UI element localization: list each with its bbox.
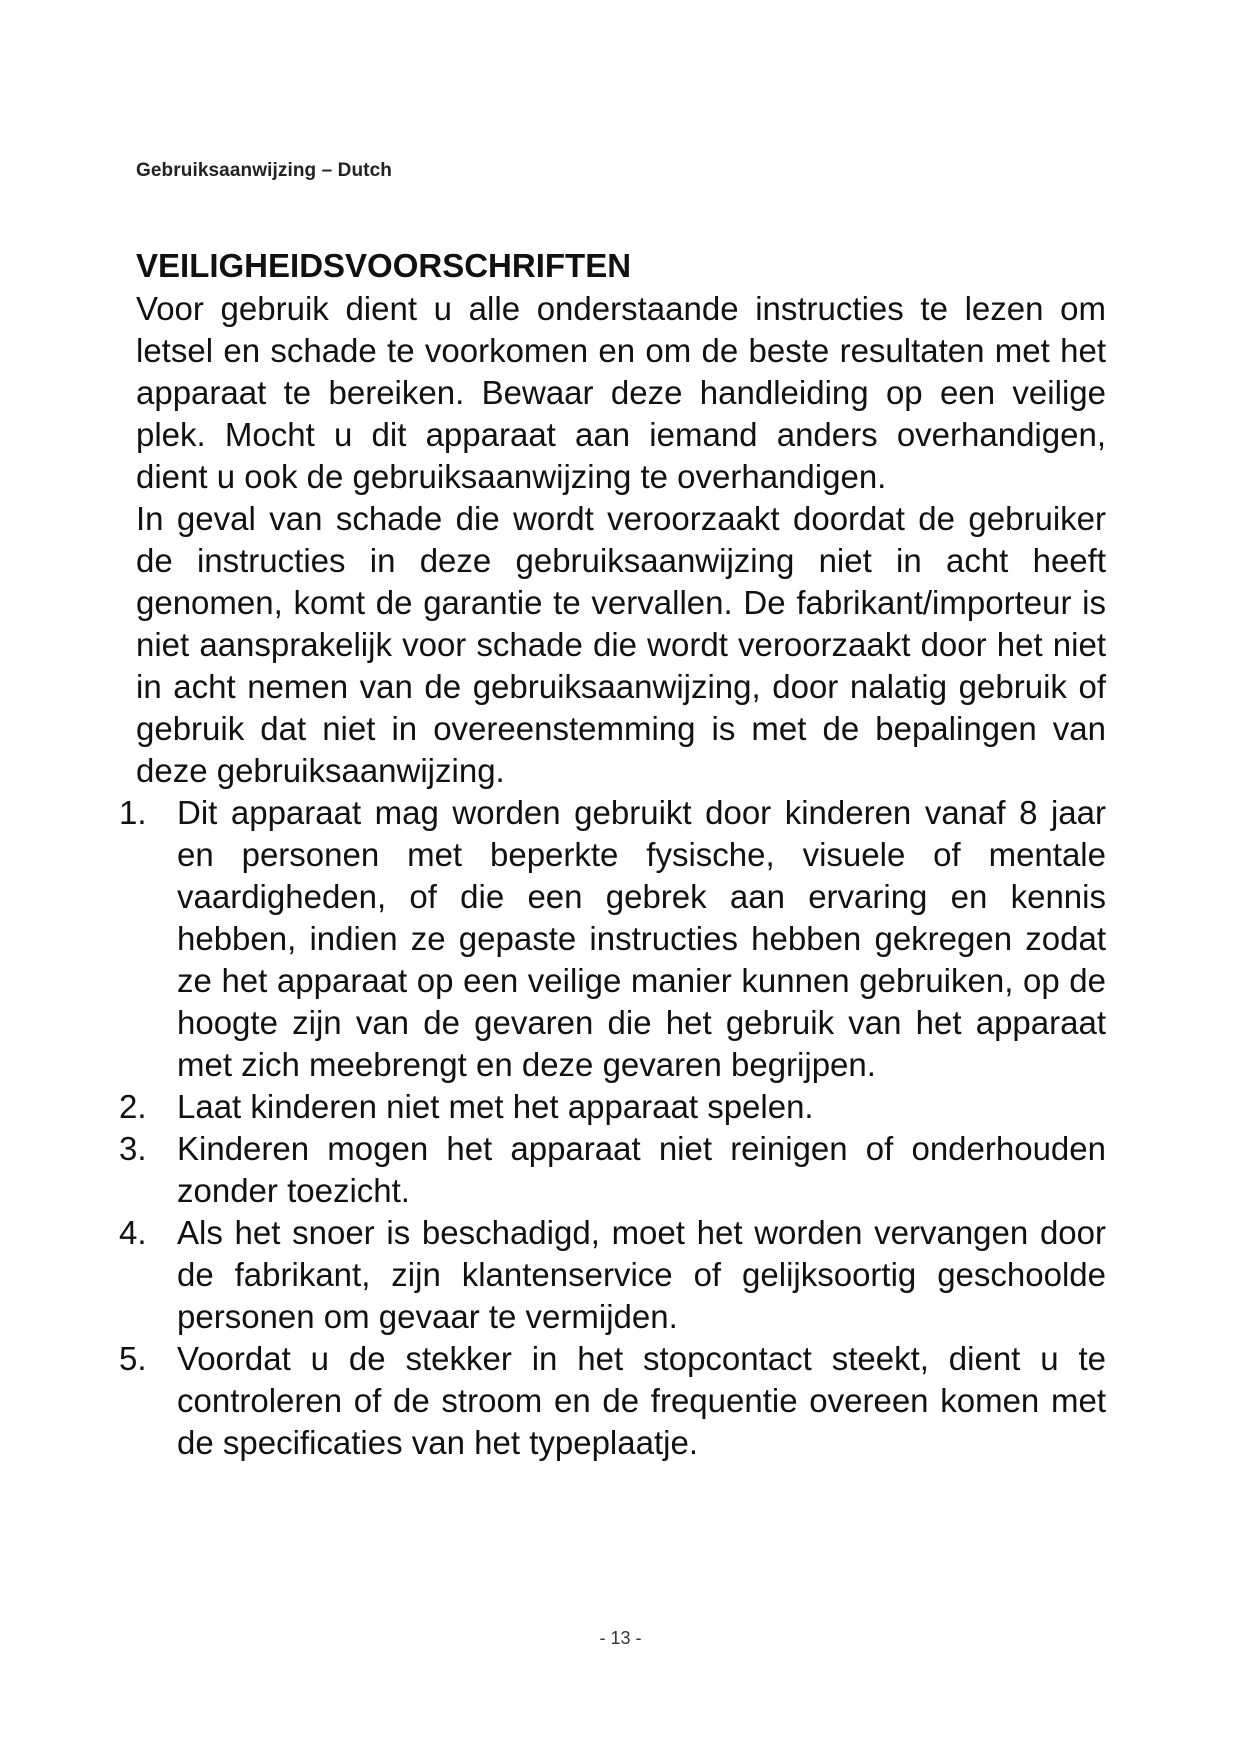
list-item (119, 1086, 1106, 1128)
list-item (119, 1338, 1106, 1464)
list-item (119, 1212, 1106, 1338)
section-title: VEILIGHEIDSVOORSCHRIFTEN (136, 247, 632, 284)
list-item-text: Dit apparaat mag worden gebruikt door kinderen vanaf 8 jaar en personen met beperkte fysische, visuele of mentale vaardigheden, of die een gebrek aan ervaring en kennis hebben, indien ze gepaste instructies hebben gekregen zodat ze het apparaat op een veilige manier kunnen gebruiken, op de hoogte zijn van de gevaren die het gebruik van het apparaat met zich meebrengt en deze gevaren begrijpen. (177, 794, 1106, 1083)
intro-paragraph: Voor gebruik dient u alle onderstaande instructies te lezen om letsel en schade te voorkomen en om de beste resultaten met het apparaat te bereiken. Bewaar deze handleiding op een veilige plek. Mocht u dit apparaat aan iemand anders overhandigen, dient u ook de gebruiksaanwijzing te overhandigen. (136, 290, 1106, 495)
list-item-number: 4. (119, 1214, 147, 1251)
list-item-number: 3. (119, 1130, 147, 1167)
list-item (119, 792, 1106, 1086)
page-number: - 13 - (599, 1628, 642, 1648)
safety-instructions-list (119, 792, 1106, 1464)
list-item-number: 2. (119, 1088, 147, 1125)
list-item-text: Voordat u de stekker in het stopcontact steekt, dient u te controleren of de stroom en de frequentie overeen komen met de specificaties van het typeplaatje. (177, 1340, 1106, 1461)
running-header: Gebruiksaanwijzing – Dutch (136, 160, 392, 181)
liability-paragraph: In geval van schade die wordt veroorzaakt doordat de gebruiker de instructies in deze gebruiksaanwijzing niet in acht heeft genomen, komt de garantie te vervallen. De fabrikant/importeur is niet aansprakelijk voor schade die wordt veroorzaakt door het niet in acht nemen van de gebruiksaanwijzing, door nalatig gebruik of gebruik dat niet in overeenstemming is met de bepalingen van deze gebruiksaanwijzing. (136, 500, 1106, 789)
list-item-text: Als het snoer is beschadigd, moet het worden vervangen door de fabrikant, zijn klantenservice of gelijksoortig geschoolde personen om gevaar te vermijden. (177, 1214, 1106, 1335)
list-item (119, 1128, 1106, 1212)
list-item-text: Kinderen mogen het apparaat niet reinigen of onderhouden zonder toezicht. (177, 1130, 1106, 1209)
page-content (119, 244, 1106, 1464)
list-item-number: 1. (119, 794, 147, 831)
list-item-text: Laat kinderen niet met het apparaat spelen. (177, 1088, 814, 1125)
list-item-number: 5. (119, 1340, 147, 1377)
